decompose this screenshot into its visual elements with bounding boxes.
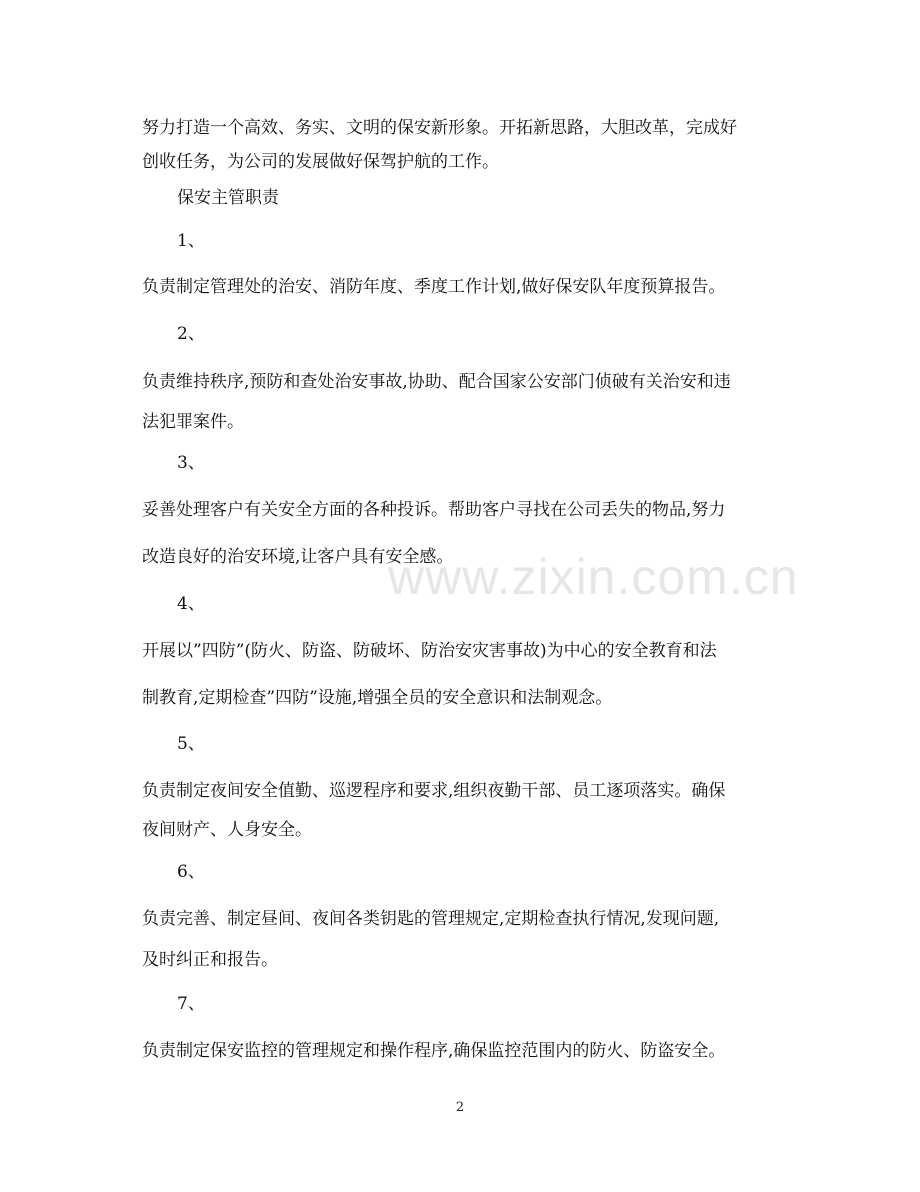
item-text-4-line-2: 制教育,定期检查”四防”设施,增强全员的安全意识和法制观念。 <box>142 688 613 708</box>
item-text-3-line-1: 妥善处理客户有关安全方面的各种投诉。帮助客户寻找在公司丢失的物品,努力 <box>142 500 726 520</box>
section-heading: 保安主管职责 <box>177 188 279 208</box>
item-text-6-line-2: 及时纠正和报告。 <box>142 950 278 970</box>
item-text-5-line-1: 负责制定夜间安全值勤、巡逻程序和要求,组织夜勤干部、员工逐项落实。确保 <box>142 781 726 801</box>
watermark: www.zixin.com.cn <box>388 549 799 605</box>
item-text-7-line-1: 负责制定保安监控的管理规定和操作程序,确保监控范围内的防火、防盗安全。 <box>142 1041 726 1061</box>
item-text-5-line-2: 夜间财产、人身安全。 <box>142 820 312 840</box>
item-text-2-line-1: 负责维持秩序,预防和查处治安事故,协助、配合国家公安部门侦破有关治安和违 <box>142 372 731 392</box>
item-number-4: 4、 <box>177 594 205 614</box>
intro-line-2: 创收任务，为公司的发展做好保驾护航的工作。 <box>142 152 499 172</box>
item-number-1: 1、 <box>177 231 205 251</box>
item-number-5: 5、 <box>177 734 205 754</box>
page-number: 2 <box>455 1100 465 1115</box>
item-text-1-line-1: 负责制定管理处的治安、消防年度、季度工作计划,做好保安队年度预算报告。 <box>142 277 726 297</box>
item-number-7: 7、 <box>177 994 205 1014</box>
item-text-2-line-2: 法犯罪案件。 <box>142 412 244 432</box>
item-text-4-line-1: 开展以”四防”(防火、防盗、防破坏、防治安灾害事故)为中心的安全教育和法 <box>142 641 717 661</box>
item-text-3-line-2: 改造良好的治安环境,让客户具有安全感。 <box>142 547 454 567</box>
item-text-6-line-1: 负责完善、制定昼间、夜间各类钥匙的管理规定,定期检查执行情况,发现问题, <box>142 909 720 929</box>
item-number-3: 3、 <box>177 453 205 473</box>
item-number-2: 2、 <box>177 324 205 344</box>
intro-line-1: 努力打造一个高效、务实、文明的保安新形象。开拓新思路，大胆改革，完成好 <box>142 118 737 138</box>
item-number-6: 6、 <box>177 862 205 882</box>
